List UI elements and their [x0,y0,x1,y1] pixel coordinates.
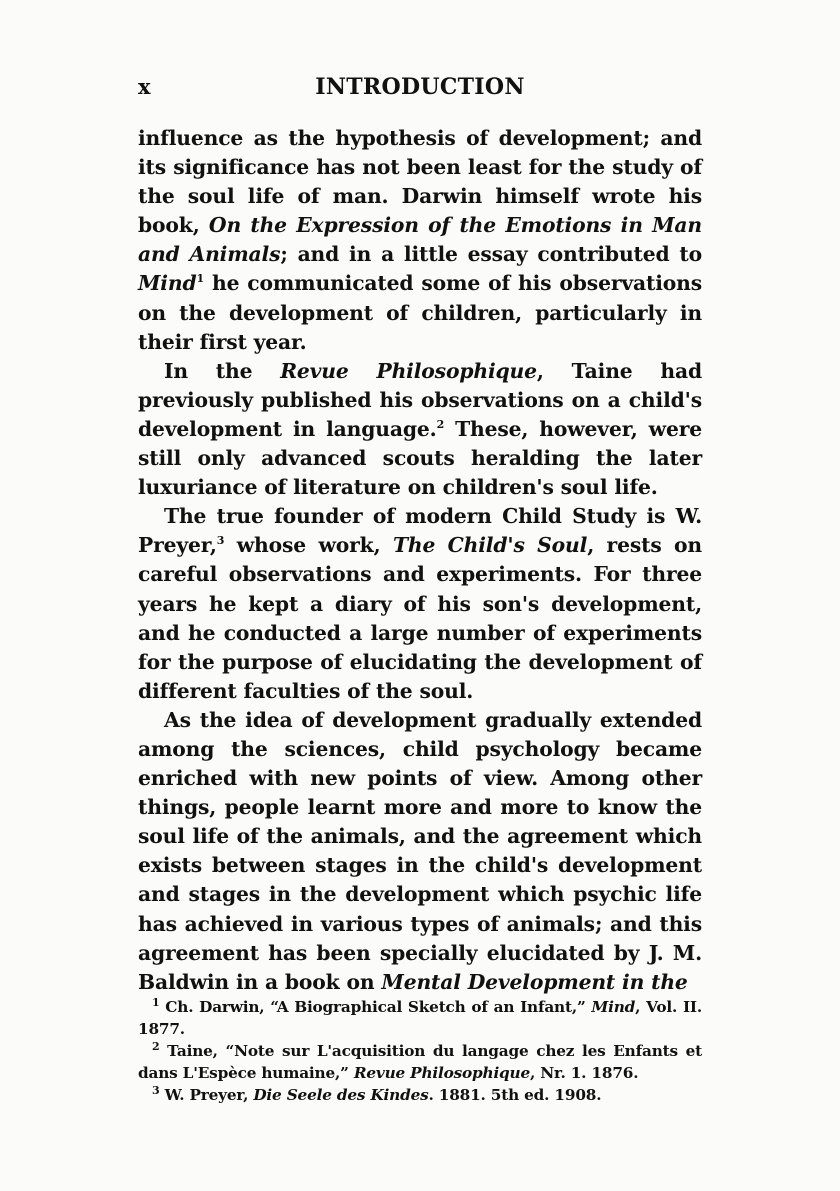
text-run: Taine, “Note sur L'acquisition du langage chez les Enfants et dans L'Espèce humaine,” [138,1042,702,1082]
page-number: x [138,74,151,99]
paragraph [138,124,702,357]
footnote-marker: 2 [436,418,445,432]
italic-title: On the Expression of the Emotions in Man and Animals [138,213,702,267]
text-run: , rests on careful observations and experiments. For three years he kept a diary of his son's development, and he conducted a large number of experiments for the purpose of elucidating the development of different faculties of the soul. [138,533,702,703]
text-run: The true founder of modern Child Study is W. Preyer, [138,504,702,558]
footnote [138,1040,702,1084]
footnote [138,1084,702,1106]
text-run: , Nr. 1. 1876. [530,1064,639,1082]
footnote-marker: 1 [196,272,204,286]
italic-title: Die Seele des Kindes [253,1086,429,1104]
text-run: As the idea of development gradually extended among the sciences, child psychology became enriched with new points of view. Among other things, people learnt more and more to know the soul life of the animals, and the agreement which exists between stages in the child's development and stages in the development which psychic life has achieved in various types of animals; and this agreement has been specially elucidated by J. M. Baldwin in a book on [138,707,702,994]
paragraph [138,502,702,706]
running-head: INTRODUCTION [315,74,525,100]
body-text [138,124,702,997]
footnotes [138,996,702,1106]
text-run: ; and in a little essay contributed to [280,242,703,267]
footnote [138,996,702,1040]
italic-title: Mind [138,271,197,296]
page-header [138,74,702,108]
footnote-marker: 1 [152,995,160,1009]
text-run: , Vol. II. 1877. [138,998,702,1038]
footnote-marker: 3 [216,534,225,548]
text-run: Ch. Darwin, “A Biographical Sketch of an Infant,” [159,998,592,1016]
footnote-marker: 3 [152,1083,160,1097]
italic-title: Mind [591,998,636,1016]
paragraph [138,357,702,502]
footnote-marker: 2 [152,1039,160,1053]
text-run: . 1881. 5th ed. 1908. [428,1086,602,1104]
text-run: whose work, [224,533,393,558]
italic-title: Mental Development in the [381,969,688,994]
italic-title: Revue Philosophique [353,1064,530,1082]
text-run: These, however, were still only advanced scouts heralding the later luxuriance of literature on children's soul life. [138,416,702,500]
text-run: , Taine had previously published his observations on a child's development in language. [138,358,703,441]
paragraph [138,706,702,997]
text-run: he communicated some of his observations on the development of children, particularly in their first year. [138,271,702,354]
text-run: influence as the hypothesis of development; and its significance has not been least for the study of the soul life of man. Darwin himself wrote his book, [138,126,702,238]
text-run: W. Preyer, [159,1086,254,1104]
text-run: In the [164,358,281,383]
italic-title: The Child's Soul [392,533,588,558]
italic-title: Revue Philosophique [280,358,537,383]
